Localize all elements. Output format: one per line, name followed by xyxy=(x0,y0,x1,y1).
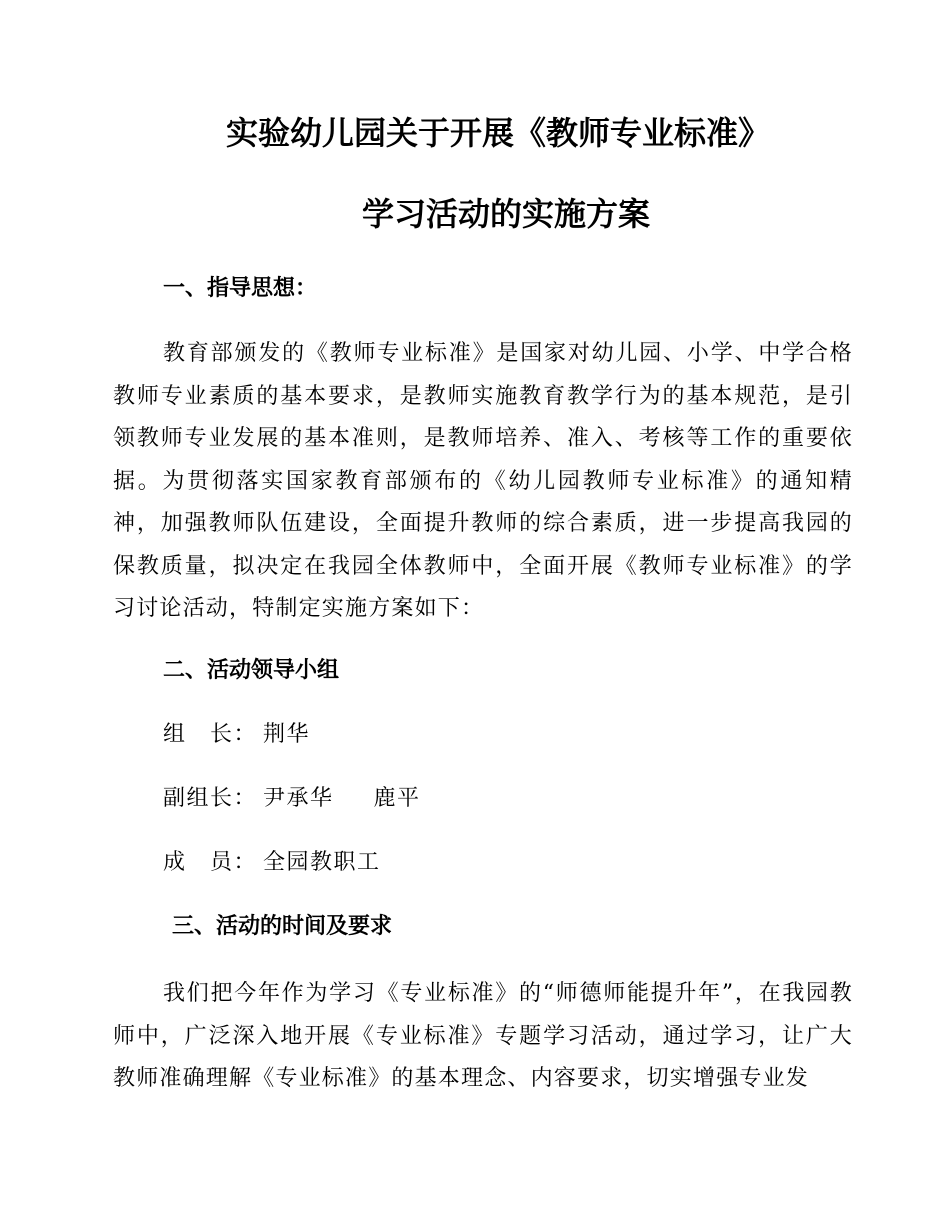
member-row-leader xyxy=(163,720,310,750)
member-name: 鹿平 xyxy=(373,786,421,811)
member-name: 全园教职工 xyxy=(263,850,381,875)
member-row-members xyxy=(163,848,381,878)
document-title-line-2: 学习活动的实施方案 xyxy=(362,195,651,233)
section-paragraph-guiding-ideology: 教育部颁发的《教师专业标准》是国家对幼儿园、小学、中学合格教师专业素质的基本要求，是教师实施教育教学行为的基本规范，是引领教师专业发展的基本准则，是教师培养、准入、考核等工作的重要依据。为贯彻落实国家教育部颁布的《幼儿园教师专业标准》的通知精神，加强教师队伍建设，全面提升教师的综合素质，进一步提高我园的保教质量，拟决定在我园全体教师中，全面开展《教师专业标准》的学习讨论活动，特制定实施方案如下： xyxy=(113,341,853,621)
section-heading-leadership-group: 二、活动领导小组 xyxy=(163,658,340,683)
member-name: 荆华 xyxy=(263,722,311,747)
section-paragraph-time-and-requirements: 我们把今年作为学习《专业标准》的“师德师能提升年”，在我园教师中，广泛深入地开展《专业标准》专题学习活动，通过学习，让广大教师准确理解《专业标准》的基本理念、内容要求，切实增强专业发 xyxy=(113,981,853,1091)
member-role: 副组长： xyxy=(163,786,258,811)
section-heading-time-and-requirements: 三、活动的时间及要求 xyxy=(172,914,393,939)
member-role: 成 员： xyxy=(163,850,258,875)
document-title-line-1: 实验幼儿园关于开展《教师专业标准》 xyxy=(226,114,771,152)
section-heading-guiding-ideology: 一、指导思想： xyxy=(163,276,318,301)
member-row-deputy-leader xyxy=(163,784,421,814)
member-name: 尹承华 xyxy=(263,786,334,811)
member-role: 组 长： xyxy=(163,722,258,747)
